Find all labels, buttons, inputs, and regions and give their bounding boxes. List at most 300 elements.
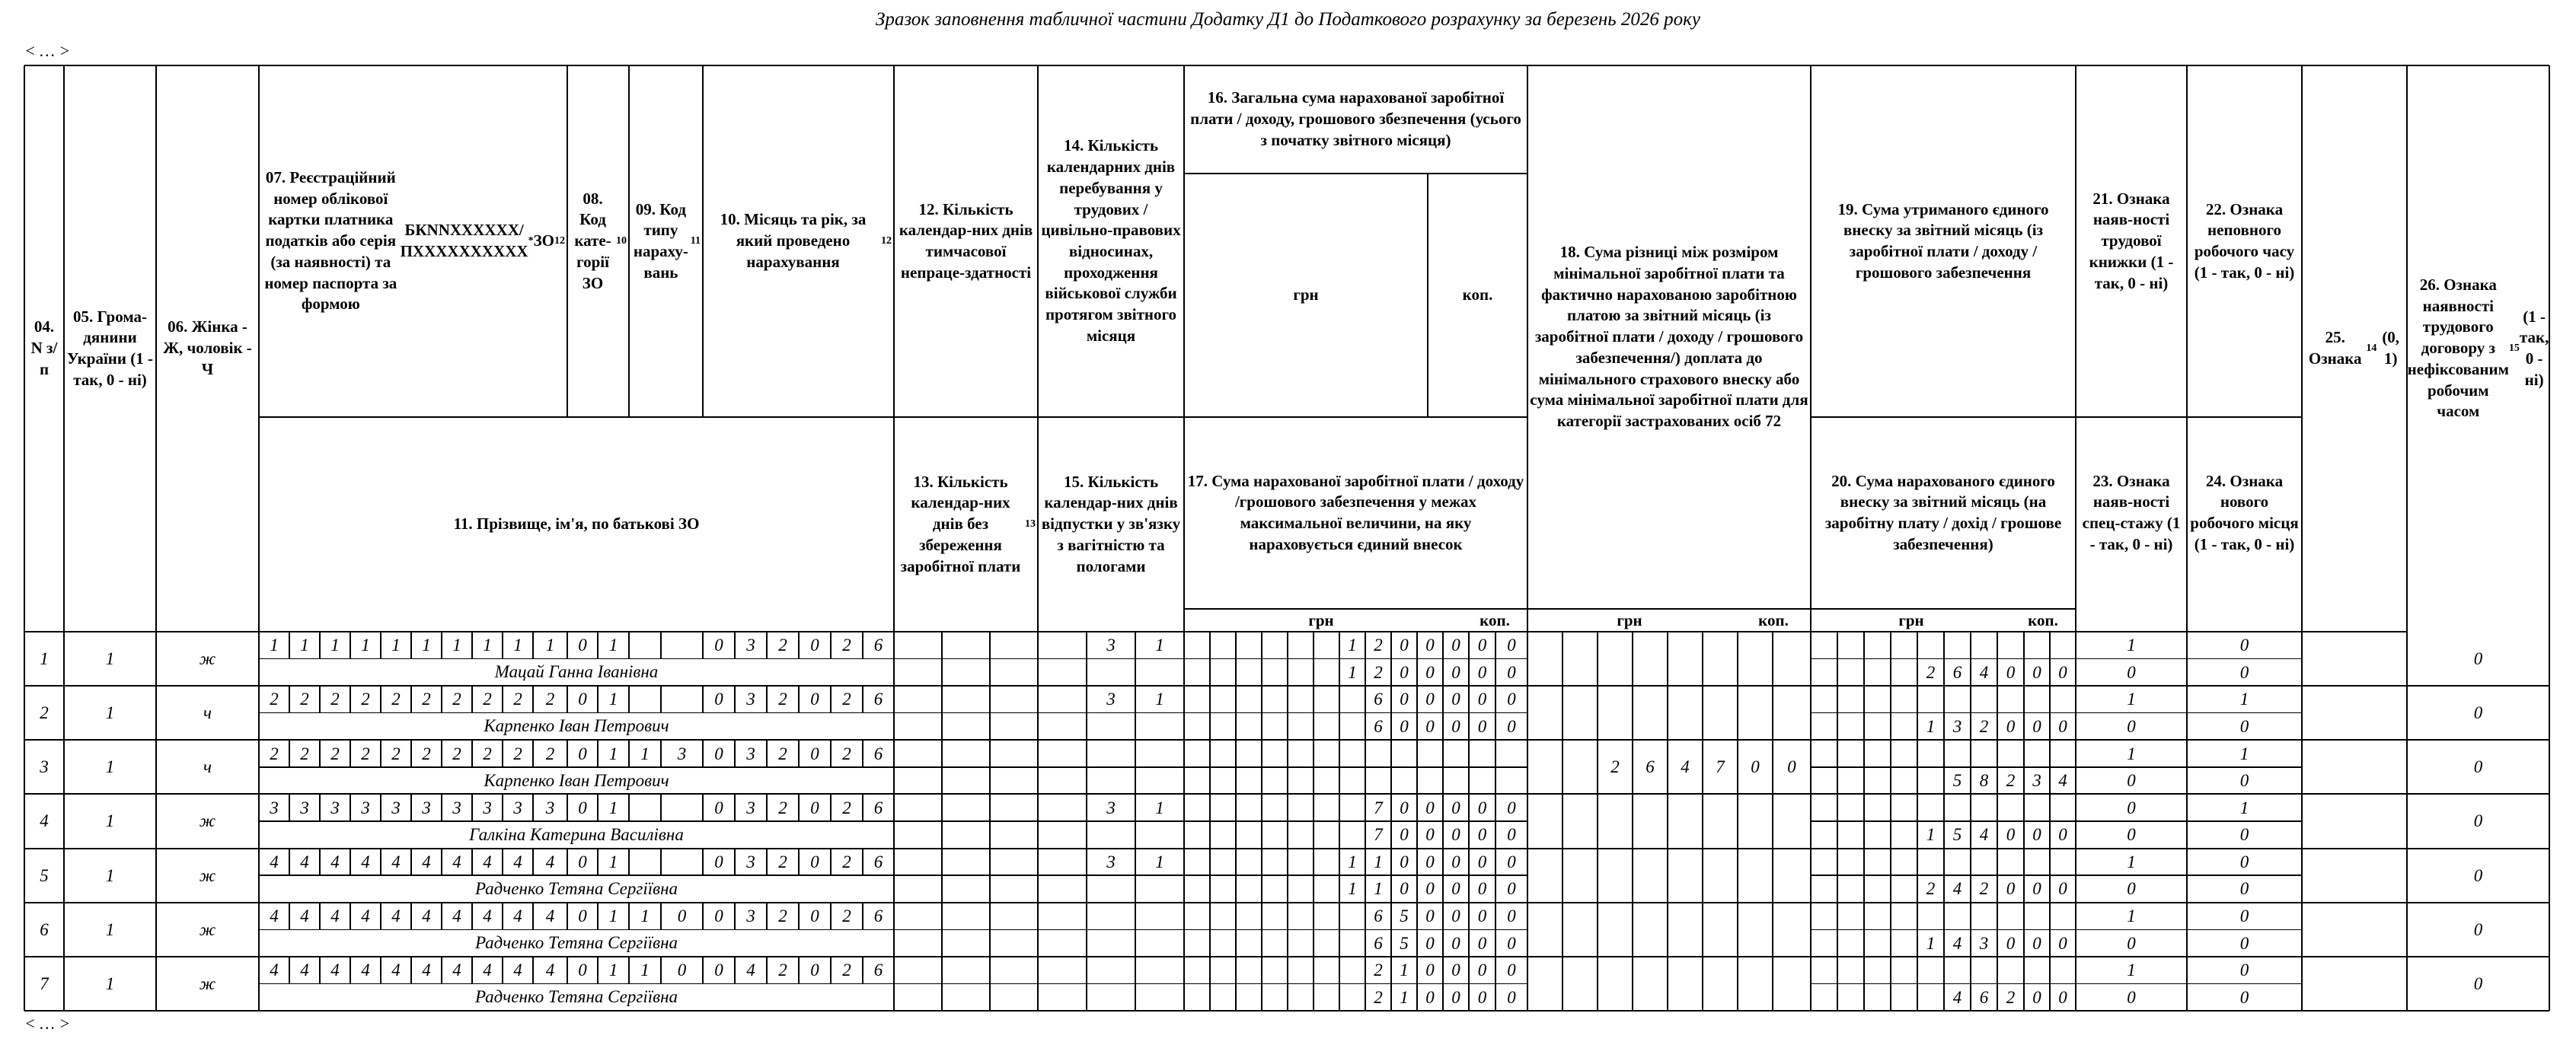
digit-cell: 0	[578, 961, 587, 980]
flag-24: 0	[2239, 662, 2249, 682]
flag-22: 0	[2239, 961, 2249, 980]
grid-line	[1772, 957, 1773, 1011]
amount-20-digit: 0	[2006, 662, 2016, 682]
amount-16-digit: 0	[1425, 961, 1435, 980]
digit-cell: 1	[391, 636, 401, 655]
grid-line	[989, 903, 991, 957]
amount-16-digit: 0	[1451, 852, 1460, 871]
digit-cell: 4	[270, 961, 279, 980]
digit-cell: 1	[608, 744, 618, 763]
h26-values: (1 - так, 0 - ні)	[2519, 307, 2549, 389]
amount-20-digit: 4	[1952, 879, 1962, 899]
amount-17-digit: 0	[1451, 933, 1460, 953]
days-digit	[1135, 740, 1184, 767]
amount-17-digit: 0	[1477, 933, 1487, 953]
amount-16-digit: 0	[1400, 852, 1409, 871]
grid-line	[1235, 957, 1237, 1011]
digit-cell: 2	[778, 798, 787, 817]
header-col-20: 20. Сума нарахованого єдиного внеску за звітний місяць (на заробітну плату / дохід / грошове забезпечення)	[1824, 471, 2062, 553]
amount-16-digit: 0	[1451, 690, 1460, 709]
days-digit	[1135, 957, 1184, 984]
grid-line	[1597, 632, 1598, 686]
flag-26: 0	[2473, 919, 2483, 939]
digit-cell: 2	[513, 690, 522, 709]
digit-cell: 0	[714, 906, 723, 926]
grid-line	[1390, 740, 1392, 794]
digit-cell: 2	[778, 852, 787, 871]
grid-line	[1632, 686, 1633, 740]
digit-cell: 2	[391, 690, 401, 709]
digit-cell: 2	[452, 690, 461, 709]
digit-cell: 4	[330, 852, 340, 871]
digit-cell: 0	[810, 690, 819, 709]
grid-line	[1235, 794, 1237, 848]
digit-cell: 2	[842, 744, 851, 763]
digit-cell: 0	[810, 798, 819, 817]
days-digit: 3	[1106, 636, 1116, 655]
digit-cell	[661, 632, 703, 659]
digit-cell: 4	[361, 961, 370, 980]
grid-line	[1863, 632, 1865, 686]
digit-cell: 3	[452, 798, 461, 817]
flag-23: 0	[2127, 987, 2136, 1007]
digit-cell: 3	[746, 690, 755, 709]
gender-code: ч	[203, 757, 212, 777]
grid-line	[1313, 686, 1314, 740]
header-col-25: 25. Ознака 14 (0, 1)	[2302, 65, 2407, 632]
flag-21: 1	[2127, 852, 2136, 871]
grid-line	[1737, 957, 1738, 1011]
amount-16-digit: 0	[1425, 636, 1435, 655]
digit-cell: 1	[640, 744, 650, 763]
digit-cell: 2	[483, 744, 492, 763]
digit-cell: 1	[640, 961, 650, 980]
digit-cell: 0	[677, 906, 687, 926]
digit-cell: 6	[873, 798, 883, 817]
grid-line	[1235, 740, 1237, 794]
grid-line	[1863, 903, 1865, 957]
grid-line	[1702, 632, 1703, 686]
grid-line	[989, 957, 991, 1011]
amount-17-digit: 0	[1477, 987, 1487, 1007]
amount-20-digit: 3	[2032, 771, 2041, 791]
grid-line	[941, 686, 943, 740]
digit-cell: 0	[810, 852, 819, 871]
grid-line	[1562, 686, 1563, 740]
amount-20-digit: 4	[1979, 825, 1989, 845]
digit-cell: 6	[873, 906, 883, 926]
subheader-18-grn: грн	[1617, 610, 1642, 629]
grid-line	[1597, 903, 1598, 957]
grid-line	[1837, 632, 1838, 686]
digit-cell: 0	[714, 961, 723, 980]
digit-cell	[629, 849, 661, 876]
grid-line	[1632, 903, 1633, 957]
amount-18-digit: 6	[1646, 757, 1655, 777]
digit-cell	[661, 849, 703, 876]
header-col-16-grn: грн	[1293, 285, 1319, 304]
grid-line	[1261, 957, 1262, 1011]
digit-cell: 2	[270, 744, 279, 763]
amount-16-digit: 6	[1374, 690, 1383, 709]
grid-line	[1890, 903, 1891, 957]
grid-line	[1890, 794, 1891, 848]
amount-20-digit: 0	[2058, 987, 2067, 1007]
grid-line	[1235, 849, 1237, 903]
amount-17-digit: 0	[1400, 716, 1409, 736]
grid-line	[1261, 794, 1262, 848]
grid-line	[1772, 686, 1773, 740]
h13-text: 13. Кількість календар-них днів без збереження заробітної плати	[900, 472, 1021, 575]
grid-line	[1287, 632, 1288, 686]
digit-cell: 6	[873, 744, 883, 763]
grid-line	[989, 740, 991, 794]
digit-cell: 2	[422, 744, 431, 763]
digit-cell: 3	[391, 798, 401, 817]
header-col-14: 14. Кількість календарних днів перебування у трудових / цивільно-правових відносинах, проходження військової служби протягом звітного місяця	[1041, 136, 1181, 345]
digit-cell: 2	[545, 690, 555, 709]
flag-23: 0	[2127, 771, 2136, 791]
grid-line	[1863, 740, 1865, 794]
grid-line	[1890, 740, 1891, 794]
flag-23: 0	[2127, 716, 2136, 736]
h07-zo: ЗО	[533, 231, 554, 250]
amount-17-digit: 0	[1425, 933, 1435, 953]
grid-line	[1772, 632, 1773, 686]
page-title: Зразок заповнення табличної частини Додатку Д1 до Податкового розрахунку за березень 2026 року	[876, 9, 1700, 30]
amount-17-digit: 0	[1425, 987, 1435, 1007]
digit-cell: 3	[746, 744, 755, 763]
amount-16-digit	[1339, 903, 1365, 930]
digit-cell	[629, 794, 661, 821]
grid-line	[1235, 686, 1237, 740]
amount-18-digit: 0	[1787, 757, 1796, 777]
person-name: Галкіна Катерина Василівна	[469, 824, 684, 844]
grid-line	[1810, 849, 1811, 903]
grid-line	[1495, 740, 1496, 794]
digit-cell: 2	[270, 690, 279, 709]
amount-17-digit	[1339, 929, 1365, 957]
amount-20-digit: 2	[1979, 716, 1989, 736]
grid-line	[1837, 957, 1838, 1011]
h25-text: 25. Ознака	[2308, 328, 2362, 368]
amount-16-digit: 0	[1425, 852, 1435, 871]
grid-line	[1209, 632, 1211, 686]
digit-cell: 2	[545, 744, 555, 763]
grid-line	[24, 65, 2549, 66]
grid-line	[1209, 794, 1211, 848]
amount-20-digit: 6	[1952, 662, 1962, 682]
amount-16-digit: 0	[1477, 852, 1487, 871]
amount-20-digit: 0	[2032, 662, 2041, 682]
amount-17-digit: 5	[1400, 933, 1409, 953]
amount-16-digit: 0	[1400, 798, 1409, 817]
digit-cell: 4	[300, 906, 309, 926]
amount-20-digit: 5	[1952, 825, 1962, 845]
grid-line	[259, 416, 1184, 418]
digit-cell: 4	[545, 906, 555, 926]
digit-cell: 0	[810, 906, 819, 926]
amount-16-digit: 1	[1348, 852, 1357, 871]
amount-17-digit: 0	[1425, 825, 1435, 845]
person-name: Радченко Тетяна Сергіївна	[475, 878, 678, 898]
digit-cell: 6	[873, 961, 883, 980]
grid-line	[1772, 849, 1773, 903]
amount-20-digit: 4	[1952, 933, 1962, 953]
digit-cell: 3	[746, 636, 755, 655]
digit-cell: 2	[842, 690, 851, 709]
digit-cell: 1	[300, 636, 309, 655]
digit-cell: 6	[873, 690, 883, 709]
amount-17-digit: 0	[1507, 825, 1516, 845]
row-number: 1	[40, 649, 49, 669]
digit-cell: 4	[513, 906, 522, 926]
digit-cell: 2	[842, 798, 851, 817]
grid-line	[989, 794, 991, 848]
digit-cell: 3	[483, 798, 492, 817]
grid-line	[1702, 957, 1703, 1011]
amount-20-digit: 4	[1952, 987, 1962, 1007]
digit-cell: 4	[483, 852, 492, 871]
grid-line	[1235, 903, 1237, 957]
grid-line	[989, 632, 991, 686]
header-col-24: 24. Ознака нового робочого місця (1 - так, 0 - ні)	[2190, 471, 2299, 553]
days-digit: 3	[1106, 798, 1116, 817]
citizen-flag: 1	[105, 973, 115, 993]
grid-line	[1667, 903, 1668, 957]
amount-17-digit: 0	[1477, 662, 1487, 682]
person-name: Карпенко Іван Петрович	[484, 770, 669, 790]
digit-cell: 3	[746, 798, 755, 817]
digit-cell: 4	[422, 852, 431, 871]
amount-20-digit: 3	[1979, 933, 1989, 953]
grid-line	[941, 903, 943, 957]
grid-line	[941, 957, 943, 1011]
grid-line	[1597, 794, 1598, 848]
digit-cell: 0	[578, 690, 587, 709]
grid-line	[1313, 957, 1314, 1011]
grid-line	[1037, 849, 1039, 903]
digit-cell: 2	[330, 744, 340, 763]
grid-line	[1702, 686, 1703, 740]
digit-cell: 3	[330, 798, 340, 817]
h25-values: (0, 1)	[2382, 328, 2400, 368]
digit-cell: 0	[714, 636, 723, 655]
amount-20-digit: 2	[1979, 879, 1989, 899]
grid-line	[1702, 903, 1703, 957]
grid-line	[1667, 849, 1668, 903]
digit-cell: 2	[361, 744, 370, 763]
digit-cell: 2	[422, 690, 431, 709]
citizen-flag: 1	[105, 757, 115, 777]
grid-line	[1261, 632, 1262, 686]
flag-22: 0	[2239, 852, 2249, 871]
grid-line	[1810, 686, 1811, 740]
person-name: Мацай Ганна Іванівна	[494, 662, 659, 682]
grid-line	[1597, 686, 1598, 740]
gender-code: ж	[199, 973, 216, 993]
amount-16-digit: 0	[1477, 690, 1487, 709]
flag-22: 1	[2239, 798, 2249, 817]
digit-cell: 1	[330, 636, 340, 655]
ellipsis-top: < … >	[24, 41, 71, 60]
amount-17-digit: 0	[1507, 662, 1516, 682]
grid-line	[1772, 794, 1773, 848]
amount-20-digit: 8	[1979, 771, 1989, 791]
digit-cell: 0	[810, 961, 819, 980]
grid-line	[1890, 632, 1891, 686]
grid-line	[1562, 849, 1563, 903]
grid-line	[1287, 740, 1288, 794]
grid-line	[1184, 173, 1527, 174]
amount-17-digit: 6	[1374, 933, 1383, 953]
days-digit: 1	[1155, 690, 1164, 709]
digit-cell: 2	[483, 690, 492, 709]
digit-cell	[629, 632, 661, 659]
digit-cell: 3	[746, 852, 755, 871]
h26-text: 26. Ознака наявності трудового договору з нефіксованим робочим часом	[2407, 275, 2509, 421]
digit-cell: 2	[842, 852, 851, 871]
grid-line	[1632, 632, 1633, 686]
flag-26: 0	[2473, 973, 2483, 993]
header-col-09: 09. Код типу нараху-вань 11	[629, 65, 703, 417]
flag-24: 0	[2239, 879, 2249, 899]
digit-cell: 4	[545, 961, 555, 980]
digit-cell: 4	[361, 852, 370, 871]
grid-line	[1287, 849, 1288, 903]
grid-line	[1037, 686, 1039, 740]
header-col-16-kop: коп.	[1462, 285, 1493, 304]
digit-cell: 4	[300, 852, 309, 871]
amount-16-digit: 0	[1400, 636, 1409, 655]
digit-cell: 1	[483, 636, 492, 655]
grid-line	[1863, 686, 1865, 740]
header-col-10: 10. Місяць та рік, за який проведено нарахування 12	[703, 65, 894, 417]
digit-cell: 4	[452, 961, 461, 980]
grid-line	[1837, 740, 1838, 794]
digit-cell	[661, 686, 703, 713]
header-col-23: 23. Ознака наяв-ності спец-стажу (1 - так, 0 - ні)	[2082, 471, 2181, 553]
digit-cell: 1	[608, 852, 618, 871]
amount-16-digit: 0	[1451, 636, 1460, 655]
grid-line	[1287, 903, 1288, 957]
grid-line	[1313, 740, 1314, 794]
amount-17-digit	[1339, 983, 1365, 1011]
subheader-18-kop: коп.	[1758, 610, 1789, 629]
amount-20-digit: 0	[2058, 825, 2067, 845]
flag-21: 1	[2127, 690, 2136, 709]
amount-17-digit: 2	[1374, 987, 1383, 1007]
grid-line	[1737, 686, 1738, 740]
digit-cell: 1	[361, 636, 370, 655]
digit-cell: 4	[391, 961, 401, 980]
flag-26: 0	[2473, 703, 2483, 723]
amount-16-digit: 2	[1374, 961, 1383, 980]
digit-cell: 0	[714, 798, 723, 817]
amount-16-digit: 0	[1477, 798, 1487, 817]
gender-code: ж	[199, 649, 216, 669]
digit-cell: 4	[330, 961, 340, 980]
grid-line	[1890, 686, 1891, 740]
amount-16-digit: 1	[1348, 636, 1357, 655]
header-col-21: 21. Ознака наяв-ності трудової книжки (1 - так, 0 - ні)	[2089, 189, 2174, 292]
amount-20-digit: 0	[2032, 825, 2041, 845]
amount-16-digit: 1	[1400, 961, 1409, 980]
grid-line	[1287, 794, 1288, 848]
digit-cell: 2	[778, 744, 787, 763]
amount-16-digit: 0	[1507, 690, 1516, 709]
digit-cell: 2	[391, 744, 401, 763]
grid-line	[1287, 686, 1288, 740]
flag-24: 0	[2239, 933, 2249, 953]
citizen-flag: 1	[105, 865, 115, 885]
digit-cell: 0	[578, 636, 587, 655]
amount-20-digit: 2	[1926, 662, 1936, 682]
grid-line	[1339, 740, 1340, 794]
header-col-06: 06. Жінка - Ж, чоловік - Ч	[163, 317, 252, 378]
h08-text: 08. Код кате-горії ЗО	[574, 189, 611, 292]
row-number: 2	[40, 703, 49, 723]
grid-line	[1427, 174, 1428, 417]
amount-16-digit: 0	[1477, 636, 1487, 655]
amount-17-digit: 6	[1374, 716, 1383, 736]
grid-line	[1863, 794, 1865, 848]
digit-cell: 4	[483, 961, 492, 980]
amount-20-digit: 6	[1979, 987, 1989, 1007]
amount-20-digit: 4	[1979, 662, 1989, 682]
digit-cell: 3	[270, 798, 279, 817]
grid-line	[1810, 632, 1811, 686]
amount-20-digit: 1	[1926, 825, 1936, 845]
header-col-04: 04. N з/п	[30, 317, 58, 378]
flag-23: 0	[2127, 825, 2136, 845]
header-col-12: 12. Кількість календар-них днів тимчасової непраце-здатності	[899, 199, 1033, 282]
amount-20-digit: 2	[2006, 771, 2016, 791]
digit-cell: 1	[608, 798, 618, 817]
header-col-11: 11. Прізвище, ім'я, по батькові ЗО	[453, 515, 700, 534]
grid-line	[1037, 957, 1039, 1011]
flag-22: 1	[2239, 690, 2249, 709]
amount-20-digit: 4	[2058, 771, 2067, 791]
header-col-19: 19. Сума утриманого єдиного внеску за звітний місяць (із заробітної плати / доходу / грошового забезпечення	[1837, 199, 2049, 282]
grid-line	[1313, 903, 1314, 957]
h07-format: БКNNXXXXXX/ПXXXXXXXXXX	[400, 221, 528, 260]
header-col-07: 07. Реєстраційний номер облікової картки платника податків або серія (за наявності) та номер паспорта за формою БКNNXXXXXX/ПXXXXXXXXXX * ЗО 12	[259, 65, 567, 417]
grid-line	[1667, 794, 1668, 848]
digit-cell: 4	[270, 852, 279, 871]
header-col-15: 15. Кількість календар-них днів відпустки у зв'язку з вагітністю та пологами	[1041, 472, 1181, 575]
digit-cell: 6	[873, 636, 883, 655]
amount-16-digit: 0	[1451, 798, 1460, 817]
grid-line	[941, 740, 943, 794]
amount-20-digit: 5	[1952, 771, 1962, 791]
amount-17-digit: 0	[1477, 825, 1487, 845]
flag-22: 1	[2239, 744, 2249, 763]
grid-line	[1810, 794, 1811, 848]
header-col-18: 18. Сума різниці між розміром мінімальної заробітної плати та фактично нарахованою заробітною платою за звітний місяць (із заробітної плати / доходу / грошового забезпечення/) доплата до мінімального страхового внеску або сума мінімальної заробітної плати для категорії застрахованих осіб 72	[1530, 243, 1808, 431]
subheader-20-grn: грн	[1898, 610, 1924, 629]
grid-line	[1365, 740, 1366, 794]
amount-20-digit: 2	[2006, 987, 2016, 1007]
amount-20-digit: 1	[1926, 716, 1936, 736]
grid-line	[1287, 957, 1288, 1011]
grid-line	[1810, 903, 1811, 957]
digit-cell: 2	[778, 636, 787, 655]
flag-24: 0	[2239, 825, 2249, 845]
grid-line	[1597, 957, 1598, 1011]
amount-16-digit: 0	[1425, 690, 1435, 709]
grid-line	[1527, 740, 1528, 794]
